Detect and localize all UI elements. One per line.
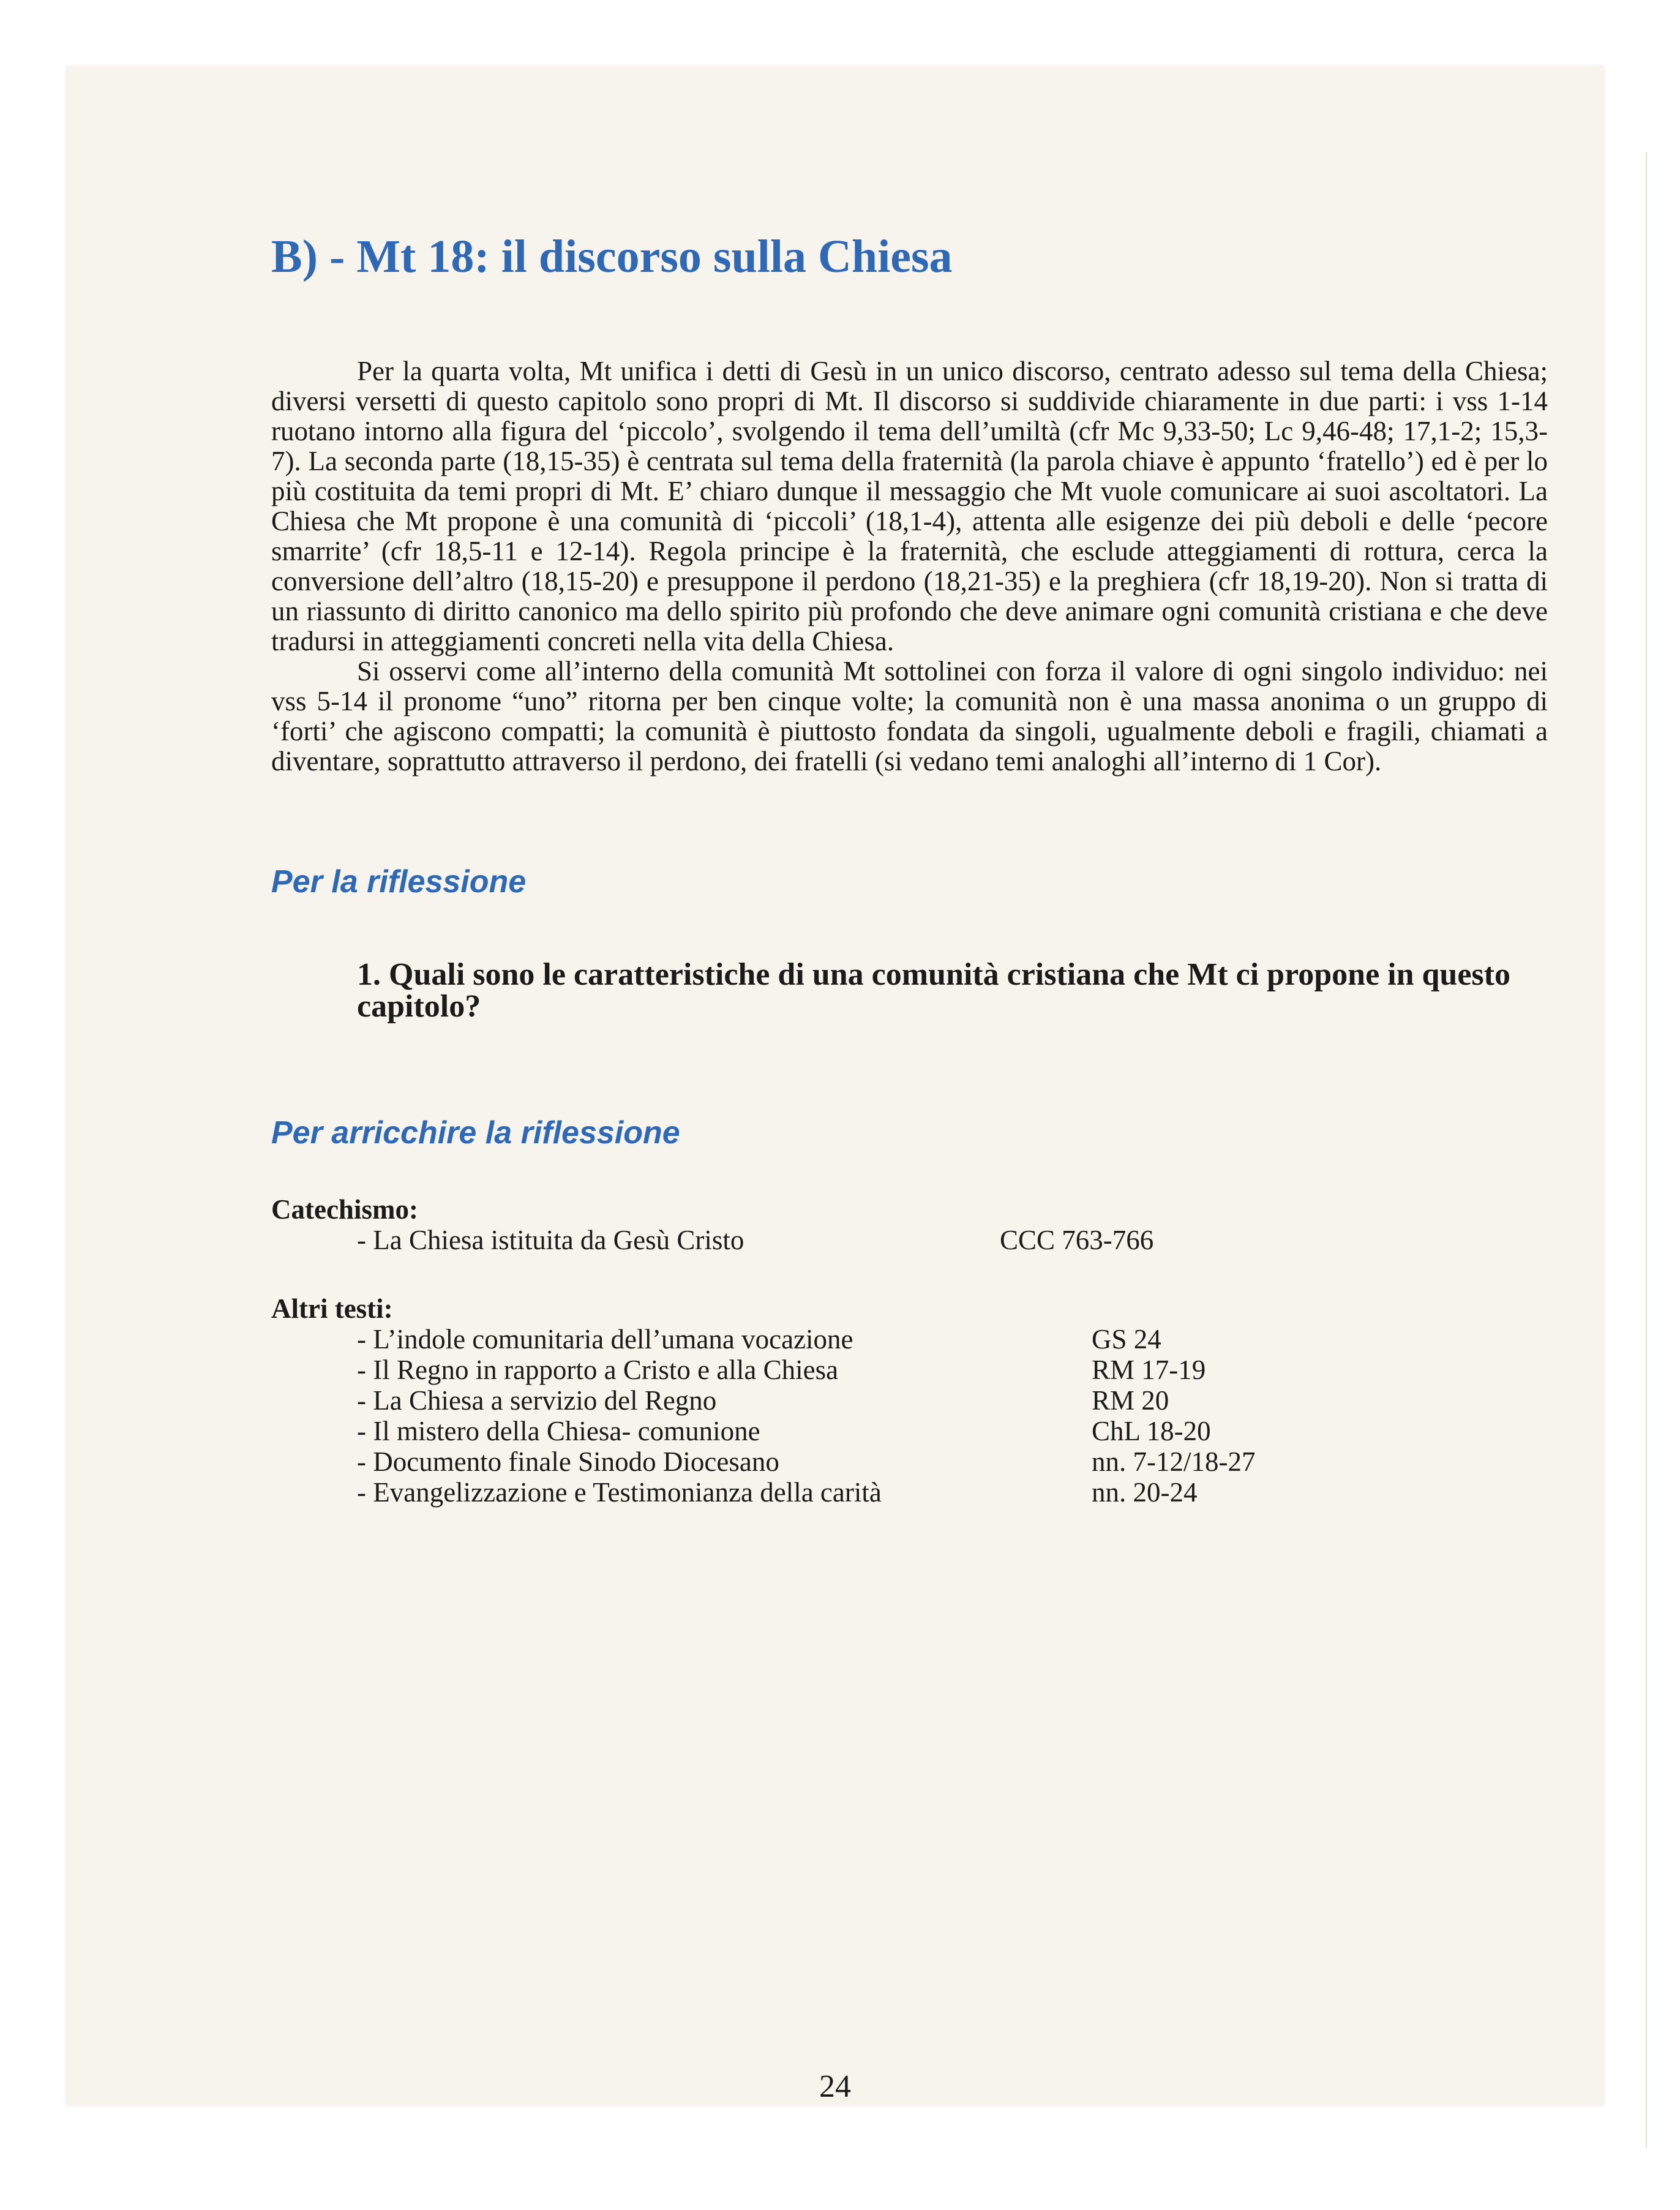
reference-row: [271, 1477, 1548, 1508]
page-sheet: [66, 66, 1604, 2105]
reference-code: GS 24: [1092, 1323, 1161, 1355]
reference-title: - Evangelizzazione e Testimonianza della carità: [357, 1476, 882, 1508]
page-number: 24: [819, 2069, 851, 2104]
reference-title: - La Chiesa istituita da Gesù Cristo: [357, 1224, 744, 1255]
reference-code: nn. 7-12/18-27: [1092, 1446, 1256, 1477]
reference-row: [271, 1225, 1548, 1255]
reference-code: RM 20: [1092, 1385, 1169, 1416]
catechismo-label: Catechismo:: [271, 1193, 418, 1225]
reference-row: [271, 1416, 1548, 1446]
paragraph: Per la quarta volta, Mt unifica i detti di Gesù in un unico discorso, centrato adesso sul tema della Chiesa; diversi versetti di questo capitolo sono propri di Mt. Il discorso si suddivide chiaramente in due parti: i vss 1-14 ruotano intorno alla figura del ‘piccolo’, svolgendo il tema dell’umiltà (cfr Mc 9,33-50; Lc 9,46-48; 17,1-2; 15,3-7). La seconda parte (18,15-35) è centrata sul tema della fraternità (la parola chiave è appunto ‘fratello’) ed è per lo più costituita da temi propri di Mt. E’ chiaro dunque il messaggio che Mt vuole comunicare ai suoi ascoltatori. La Chiesa che Mt propone è una comunità di ‘piccoli’ (18,1-4), attenta alle esigenze dei più deboli e delle ‘pecore smarrite’ (cfr 18,5-11 e 12-14). Regola principe è la fraternità, che esclude atteggiamenti di rottura, cerca la conversione dell’altro (18,15-20) e presuppone il perdono (18,21-35) e la preghiera (cfr 18,19-20). Non si tratta di un riassunto di diritto canonico ma dello spirito più profondo che deve animare ogni comunità cristiana e che deve tradursi in atteggiamenti concreti nella vita della Chiesa.: [271, 355, 1548, 656]
reference-title: - L’indole comunitaria dell’umana vocazione: [357, 1323, 853, 1355]
reference-title: - Il mistero della Chiesa- comunione: [357, 1415, 760, 1446]
page-content: [271, 219, 1548, 1508]
page-title: B) - Mt 18: il discorso sulla Chiesa: [271, 231, 953, 282]
reference-row: [271, 1446, 1548, 1477]
section-heading-arricchire: Per arricchire la riflessione: [271, 1114, 680, 1151]
altri-testi-label: Altri testi:: [271, 1293, 393, 1324]
reference-row: [271, 1355, 1548, 1385]
reference-code: RM 17-19: [1092, 1354, 1206, 1385]
paragraph: Si osservi come all’interno della comunità Mt sottolinei con forza il valore di ogni singolo individuo: nei vss 5-14 il pronome “uno” ritorna per ben cinque volte; la comunità non è una massa anonima o un gruppo di ‘forti’ che agiscono compatti; la comunità è piuttosto fondata da singoli, ugualmente deboli e fragili, chiamati a diventare, soprattutto attraverso il perdono, dei fratelli (si vedano temi analoghi all’interno di 1 Cor).: [271, 655, 1548, 776]
reference-title: - Documento finale Sinodo Diocesano: [357, 1446, 779, 1477]
reference-title: - La Chiesa a servizio del Regno: [357, 1385, 717, 1416]
reflection-question: 1. Quali sono le caratteristiche di una comunità cristiana che Mt ci propone in questo capitolo?: [357, 957, 1510, 1024]
reference-row: [271, 1385, 1548, 1416]
body-text: [271, 356, 1548, 776]
reference-code: CCC 763-766: [1000, 1224, 1154, 1255]
reference-code: ChL 18-20: [1092, 1415, 1211, 1446]
reference-title: - Il Regno in rapporto a Cristo e alla Chiesa: [357, 1354, 839, 1385]
reference-code: nn. 20-24: [1092, 1476, 1198, 1508]
reference-row: [271, 1324, 1548, 1355]
section-heading-riflessione: Per la riflessione: [271, 863, 527, 900]
page-fold: [1646, 152, 1647, 2148]
